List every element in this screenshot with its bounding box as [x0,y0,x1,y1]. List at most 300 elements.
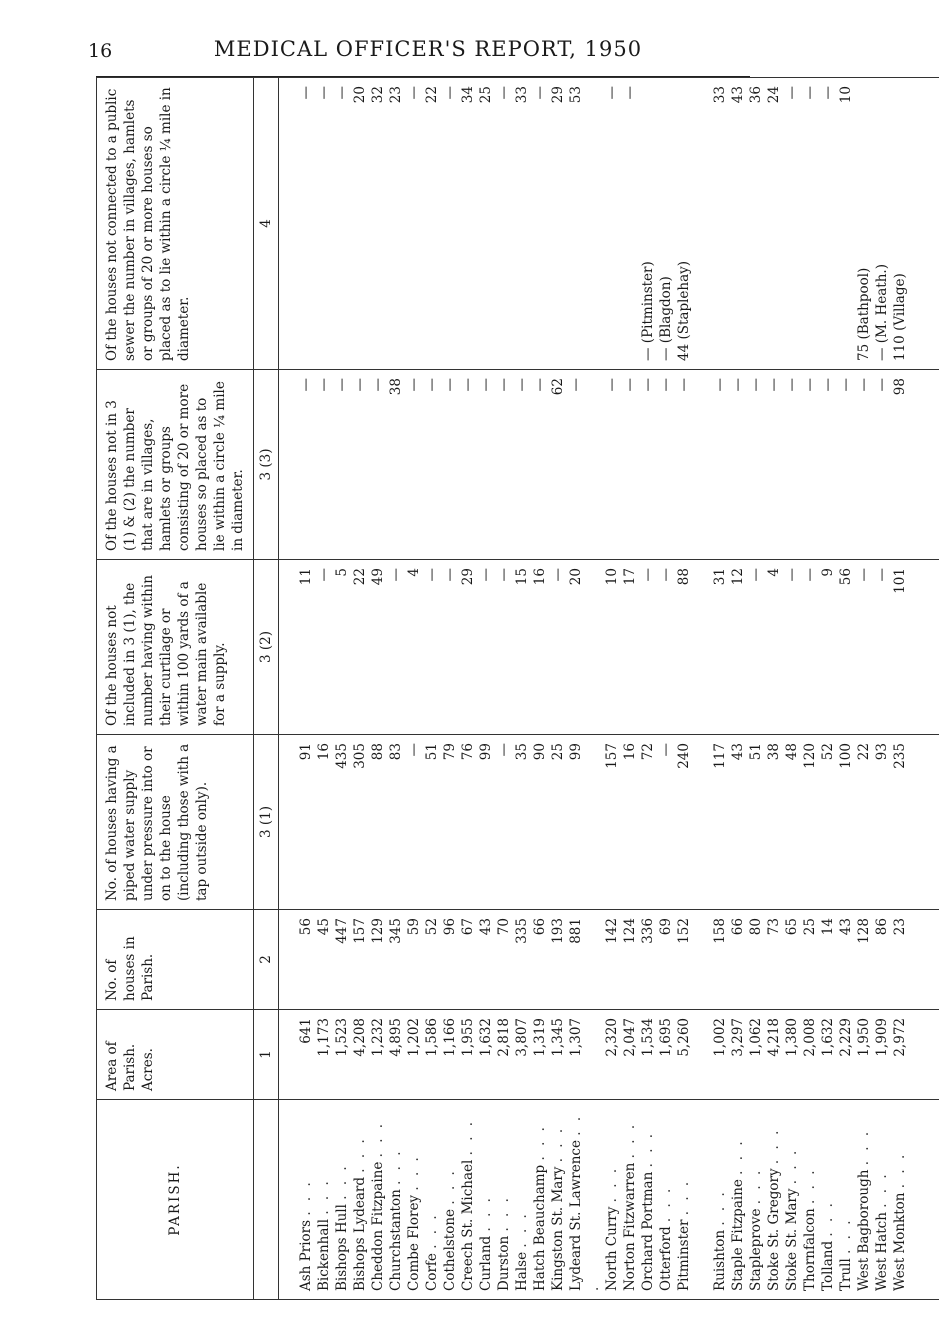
village-cell: — [675,370,693,560]
parish-name-cell [423,1100,441,1300]
sewer-cell [801,78,819,370]
piped-cell: 305 [351,735,369,910]
leader-dots: . . . [622,1121,638,1159]
houses-cell: 65 [783,910,801,1010]
piped-cell: 90 [531,735,549,910]
table-row [657,78,675,1300]
village-cell: — [441,370,459,560]
spacer-cell [279,910,298,1010]
sewer-location-note: (Staplehay) [676,260,692,340]
parish-name: Tolland [820,1240,836,1291]
parish-name-cell [567,1100,603,1300]
sewer-cell [711,78,729,370]
village-cell: — [333,370,351,560]
spacer-cell [909,370,939,560]
parish-name: Lydeard St. Lawrence [568,1140,584,1291]
sewer-value: 20 [352,86,368,104]
leader-dots: . . . [856,1128,872,1166]
village-cell: — [513,370,531,560]
table-row [405,78,423,1300]
piped-cell: 76 [459,735,477,910]
parish-name: Durston [496,1235,512,1291]
leader-dots: . . . [676,1178,692,1216]
main-cell: — [477,560,495,735]
leader-dots: . . . [334,1163,350,1200]
sewer-value: — [316,86,332,100]
leader-dots: . . . [478,1195,494,1232]
piped-cell: 99 [567,735,603,910]
main-cell: 4 [765,560,783,735]
village-cell: — [369,370,387,560]
main-cell: — [855,560,873,735]
piped-cell: 93 [873,735,891,910]
area-cell: 1,062 [747,1010,765,1100]
houses-cell: 43 [477,910,495,1010]
parish-name: Curland [478,1235,494,1291]
sewer-cell [405,78,423,370]
parish-name-cell [297,1100,315,1300]
main-cell: 101 [891,560,909,735]
area-cell: 1,002 [711,1010,729,1100]
sewer-value: 33 [514,86,530,104]
sewer-value: — [640,347,656,361]
piped-cell: 48 [783,735,801,910]
sewer-cell [423,78,441,370]
parish-name: Ash Priors [298,1219,314,1291]
parish-name: Creech St. Michael [460,1159,476,1291]
sewer-value: — [784,86,800,100]
parish-header: PARISH. [97,1100,254,1300]
main-cell: — [747,560,765,735]
sewer-value: — [820,86,836,100]
main-cell: — [441,560,459,735]
table-row [819,78,837,1300]
table-row [423,78,441,1300]
village-cell: — [873,370,891,560]
village-cell: — [405,370,423,560]
leader-dots: . . . [748,1167,764,1205]
sewer-cell [657,78,675,370]
sewer-cell [333,78,351,370]
leader-dots: . . . [892,1151,908,1189]
table-row [351,78,369,1300]
parish-name-cell [459,1100,477,1300]
piped-cell: 25 [549,735,567,910]
area-cell: 1,173 [315,1010,333,1100]
table-row [873,78,891,1300]
piped-cell: 52 [819,735,837,910]
main-cell: — [801,560,819,735]
piped-cell: 91 [297,735,315,910]
parish-name: Orchard Portman [640,1171,656,1291]
sewer-cell [531,78,549,370]
area-cell: 1,695 [657,1010,675,1100]
parish-name-cell [855,1100,873,1300]
main-cell: — [657,560,675,735]
leader-dots: . . . [316,1178,332,1215]
spacer-cell [693,560,711,735]
spacer-cell [693,910,711,1010]
sewer-value: — [802,86,818,100]
sewer-value: 44 [676,343,692,361]
sewer-value: 34 [460,86,476,104]
area-cell: 1,534 [639,1010,657,1100]
area-cell: 1,950 [855,1010,873,1100]
main-cell: 29 [459,560,477,735]
table-row [297,78,315,1300]
sewer-cell [495,78,513,370]
column-number-main: 3 (2) [254,560,279,735]
parish-name-cell [819,1100,837,1300]
parish-name-cell [531,1100,549,1300]
sewer-value: 10 [838,86,854,104]
houses-cell: 345 [387,910,405,1010]
houses-cell: 66 [531,910,549,1010]
sewer-cell [513,78,531,370]
sewer-value: — [604,86,620,100]
area-cell: 1,523 [333,1010,351,1100]
parish-name: West Hatch [874,1212,890,1291]
area-cell: 1,632 [477,1010,495,1100]
parish-name-cell [513,1100,531,1300]
header-row [97,78,254,1300]
spacer-cell [909,735,939,910]
main-cell: — [873,560,891,735]
sewer-cell [675,78,693,370]
sewer-value: 32 [370,86,386,104]
sewer-value: 22 [424,86,440,104]
houses-cell: 157 [351,910,369,1010]
parish-name: Stoke St. Gregory [766,1168,782,1291]
area-cell: 4,208 [351,1010,369,1100]
parish-name: Bishops Hull [334,1204,350,1291]
piped-cell: 83 [387,735,405,910]
parish-name: Stoke St. Mary [784,1188,800,1291]
leader-dots: . . . [874,1171,890,1208]
column-number-row [254,78,279,1300]
sewer-cell [765,78,783,370]
village-cell: — [711,370,729,560]
table-row [747,78,765,1300]
village-cell: — [459,370,477,560]
parish-name-cell [801,1100,819,1300]
parish-name: Thornfalcon [802,1208,818,1291]
parish-name-cell [603,1100,621,1300]
sewer-cell [621,78,639,370]
sewer-value: 23 [388,86,404,104]
table-body [279,78,939,1300]
piped-cell: 99 [477,735,495,910]
main-cell: 49 [369,560,387,735]
area-cell: 1,202 [405,1010,423,1100]
sewer-cell [837,78,855,370]
parish-name-cell [783,1100,801,1300]
table-row [531,78,549,1300]
houses-cell: 52 [423,910,441,1010]
houses-cell: 86 [873,910,891,1010]
parish-name-cell [369,1100,387,1300]
main-cell: — [423,560,441,735]
area-cell: 2,047 [621,1010,639,1100]
running-head: MEDICAL OFFICER'S REPORT, 1950 [213,37,643,61]
houses-cell: 56 [297,910,315,1010]
piped-cell: 100 [837,735,855,910]
table-row [675,78,693,1300]
parish-name-cell [891,1100,909,1300]
parish-name: Churchstanton [388,1189,404,1291]
parish-name: Bishops Lydeard [352,1177,368,1291]
houses-header: No. of houses in Parish. [97,910,254,1010]
houses-cell: 129 [369,910,387,1010]
main-cell: — [495,560,513,735]
houses-cell: 96 [441,910,459,1010]
parish-name-cell [441,1100,459,1300]
parish-name: Pitminster [676,1219,692,1291]
area-cell: 2,008 [801,1010,819,1100]
main-cell: 10 [603,560,621,735]
main-cell: 9 [819,560,837,735]
sewer-value: 25 [478,86,494,104]
piped-cell: 51 [747,735,765,910]
area-cell: 1,955 [459,1010,477,1100]
sewer-value: 24 [766,86,782,104]
sewer-value: 33 [712,86,728,104]
sewer-cell [351,78,369,370]
main-cell: 12 [729,560,747,735]
sewer-cell [297,78,315,370]
main-cell: 56 [837,560,855,735]
sewer-cell [459,78,477,370]
houses-cell: 45 [315,910,333,1010]
village-cell: — [297,370,315,560]
table-row [783,78,801,1300]
table-row [891,78,909,1300]
leader-dots: . . . [298,1179,314,1216]
sewer-cell [729,78,747,370]
leader-dots: . . . [784,1147,800,1185]
parish-name-cell [657,1100,675,1300]
area-cell: 1,586 [423,1010,441,1100]
area-cell: 1,632 [819,1010,837,1100]
sewer-value: — [532,86,548,100]
village-cell: — [747,370,765,560]
spacer-cell [279,370,298,560]
parish-name-cell [315,1100,333,1300]
sewer-cell [387,78,405,370]
houses-cell: 193 [549,910,567,1010]
leader-dots: . . . [550,1125,566,1163]
piped-supply-header: No. of houses having a piped water supply under pressure into or on to the house (including those with a tap outside only). [97,735,254,910]
sewer-value: 75 [856,343,872,361]
parish-name-cell [387,1100,405,1300]
leader-dots: . . . [388,1148,404,1185]
sewer-cell [549,78,567,370]
sewer-location-note: (M. Heath.) [874,264,890,344]
piped-cell: 435 [333,735,351,910]
parish-name: North Curry [604,1206,620,1291]
houses-cell: 25 [801,910,819,1010]
table-row [567,78,603,1300]
leader-dots: . . . [838,1217,854,1254]
main-cell: 16 [531,560,549,735]
leader-dots: . . . [658,1185,674,1223]
column-number-sewer: 4 [254,78,279,370]
piped-cell: 79 [441,735,459,910]
parish-name-cell [675,1100,693,1300]
houses-cell: 335 [513,910,531,1010]
houses-cell: 128 [855,910,873,1010]
houses-cell: 73 [765,910,783,1010]
spacer-cell [279,735,298,910]
village-cell: 38 [387,370,405,560]
parish-name-cell [405,1100,423,1300]
village-cell: — [621,370,639,560]
piped-cell: 16 [621,735,639,910]
parish-name-cell [711,1100,729,1300]
parish-name-cell [621,1100,639,1300]
village-cell: — [423,370,441,560]
parish-name-cell [351,1100,369,1300]
sewer-cell [639,78,657,370]
table-row [639,78,657,1300]
table-row [495,78,513,1300]
parish-name: Ruishton [712,1229,728,1291]
leader-dots: . . . [604,1165,620,1203]
main-cell: — [549,560,567,735]
spacer-cell [693,735,711,910]
parish-name: Cheddon Fitzpaine [370,1161,386,1291]
column-number-area: 1 [254,1010,279,1100]
village-cell: — [351,370,369,560]
parish-name-cell [747,1100,765,1300]
spacer-cell [909,1010,939,1100]
houses-cell: 142 [603,910,621,1010]
column-number-parish [254,1100,279,1300]
main-cell: 17 [621,560,639,735]
sewer-value: — [496,86,512,100]
area-cell: 1,307 [567,1010,603,1100]
spacer-cell [693,1100,711,1300]
piped-cell: 240 [675,735,693,910]
table-row [459,78,477,1300]
table-row [801,78,819,1300]
village-cell: — [837,370,855,560]
leader-dots: . . . [514,1211,530,1248]
parish-name-cell [729,1100,747,1300]
leader-dots: . . . [766,1127,782,1165]
houses-cell: 59 [405,910,423,1010]
parish-name: West Bagborough [856,1169,872,1291]
table-row [315,78,333,1300]
leader-dots: . . . [496,1195,512,1232]
sewer-value: 36 [748,86,764,104]
sewer-value: — [442,86,458,100]
houses-cell: 447 [333,910,351,1010]
parish-name-cell [477,1100,495,1300]
main-cell: 4 [405,560,423,735]
piped-cell: 72 [639,735,657,910]
houses-cell: 124 [621,910,639,1010]
parish-name-cell [333,1100,351,1300]
leader-dots: . . . [352,1136,368,1173]
spacer-cell [279,1100,298,1300]
parish-name-cell [873,1100,891,1300]
sewer-cell [603,78,621,370]
piped-cell: 88 [369,735,387,910]
main-cell: 22 [351,560,369,735]
main-cell: 31 [711,560,729,735]
houses-cell: 152 [675,910,693,1010]
main-cell: 15 [513,560,531,735]
sewer-location-note: (Village) [892,273,908,331]
village-cell: — [495,370,513,560]
leader-dots: . . . [640,1130,656,1168]
sewer-value: — [298,86,314,100]
village-cell: 62 [549,370,567,560]
sewer-cell [567,78,603,370]
houses-cell: 23 [891,910,909,1010]
parish-name: Norton Fitzwarren [622,1162,638,1291]
table-row [621,78,639,1300]
leader-dots: . . . [460,1118,476,1156]
parish-name: Trull [838,1258,854,1291]
piped-cell: 35 [513,735,531,910]
table-frame [96,78,908,1300]
piped-cell: 22 [855,735,873,910]
piped-cell: 51 [423,735,441,910]
sewer-value: 53 [568,86,584,104]
sewer-cell [819,78,837,370]
parish-name-cell [549,1100,567,1300]
village-cell: — [765,370,783,560]
table-row [549,78,567,1300]
piped-cell: — [657,735,675,910]
piped-cell: — [495,735,513,910]
parish-name: West Monkton [892,1192,908,1291]
table-row [855,78,873,1300]
leader-dots: . . . [424,1212,440,1249]
sewer-value: — [406,86,422,100]
houses-cell: 66 [729,910,747,1010]
parish-name-cell [765,1100,783,1300]
leader-dots: . . . [820,1200,836,1237]
main-cell: 88 [675,560,693,735]
sewer-cell [891,78,909,370]
sewer-location-note: (Blagdon) [658,276,674,344]
main-cell: 5 [333,560,351,735]
area-cell: 2,320 [603,1010,621,1100]
sewer-value: — [334,86,350,100]
sewer-cell [369,78,387,370]
area-cell: 4,895 [387,1010,405,1100]
parish-name: Bickenhall [316,1218,332,1291]
sewer-cell [873,78,891,370]
table-row [441,78,459,1300]
table-row [369,78,387,1300]
village-groups-header: Of the houses not in 3 (1) & (2) the number that are in villages, hamlets or groups consisting of 20 or more houses so placed as to lie within a circle ¼ mile in diameter. [97,370,254,560]
village-cell: — [531,370,549,560]
houses-cell: 43 [837,910,855,1010]
spacer-cell [909,78,939,370]
main-cell: — [639,560,657,735]
leader-dots: . . . [532,1124,548,1161]
leader-dots: . . . [730,1138,746,1175]
leader-dots: . . . [568,1113,602,1291]
area-cell: 2,818 [495,1010,513,1100]
table-row [711,78,729,1300]
parish-name: Stapleprove [748,1208,764,1291]
village-cell: — [729,370,747,560]
